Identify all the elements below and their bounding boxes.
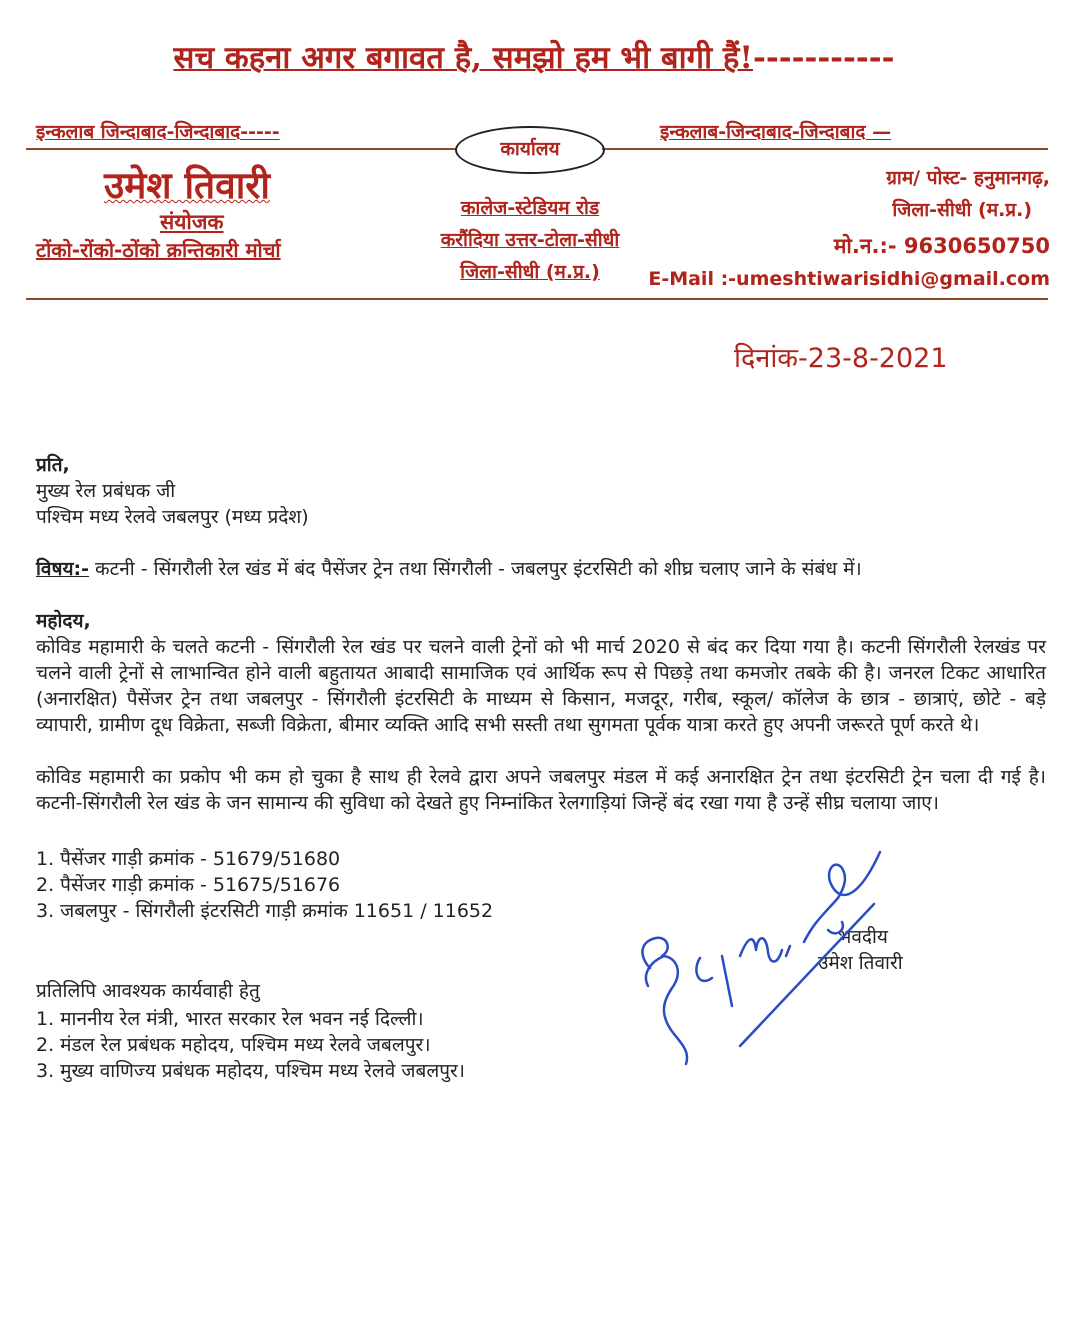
subject-line <box>36 556 1046 582</box>
copy-to-title: प्रतिलिपि आवश्यक कार्यवाही हेतु <box>36 980 260 1002</box>
motto-dashes: ----------- <box>752 40 895 76</box>
train-list-item: 3. जबलपुर - सिंगरौली इंटरसिटी गाड़ी क्रमांक 11651 / 11652 <box>36 900 494 922</box>
sender-designation: संयोजक <box>160 210 224 234</box>
body-paragraph-1: कोविड महामारी के चलते कटनी - सिंगरौली रेल खंड पर चलने वाली ट्रेनों को भी मार्च 2020 से बंद कर दिया गया है। कटनी सिंगरौली रेलखंड पर चलने वाली ट्रेनों से लाभान्वित होने वाली बहुतायत आबादी सामाजिक एवं आर्थिक रूप से पिछड़े तथा कमजोर तबके की है। जनरल टिकट आधारित (अनारक्षित) पैसेंजर ट्रेन तथा जबलपुर - सिंगरौली इंटरसिटी के माध्यम से किसान, मजदूर, गरीब, स्कूल/ कॉलेज के छात्र - छात्राएं, छोटे - बड़े व्यापारी, ग्रामीण दूध विक्रेता, सब्जी विक्रेता, बीमार व्यक्ति आदि सभी सस्ती तथा सुगमता पूर्वक यात्रा करते हुए अपनी जरूरते पूर्ण करते थे। <box>36 636 1046 736</box>
contact-village: ग्राम/ पोस्ट- हनुमानगढ़, <box>886 167 1050 189</box>
body-paragraph-2: कोविड महामारी का प्रकोप भी कम हो चुका है साथ ही रेलवे द्वारा अपने जबलपुर मंडल में कई अनारक्षित ट्रेन तथा इंटरसिटी ट्रेन चला दी गई है। कटनी-सिंगरौली रेल खंड के जन सामान्य की सुविधा को देखते हुए निम्नांकित रेलगाड़ियां जिन्हें बंद रखा गया है उन्हें सीघ्र चलाया जाए। <box>36 766 1046 814</box>
recipient-line-2: पश्चिम मध्य रेलवे जबलपुर (मध्य प्रदेश) <box>36 506 309 528</box>
copy-to-item: 3. मुख्य वाणिज्य प्रबंधक महोदय, पश्चिम मध्य रेलवे जबलपुर। <box>36 1060 465 1082</box>
train-list-item: 2. पैसेंजर गाड़ी क्रमांक - 51675/51676 <box>36 874 341 896</box>
recipient-line-1: मुख्य रेल प्रबंधक जी <box>36 480 176 502</box>
contact-email: E-Mail :-umeshtiwarisidhi@gmail.com <box>648 268 1050 290</box>
slogan-right: इन्कलाब-जिन्दाबाद-जिन्दाबाद — <box>660 121 892 143</box>
header-rule-bottom <box>26 298 1048 300</box>
train-list-item: 1. पैसेंजर गाड़ी क्रमांक - 51679/51680 <box>36 848 341 870</box>
closing-bhavdiya: भवदीय <box>838 926 888 948</box>
office-address-line-2: करौंदिया उत्तर-टोला-सीधी <box>440 229 620 251</box>
header-rule-right <box>602 148 1048 150</box>
copy-to-item: 2. मंडल रेल प्रबंधक महोदय, पश्चिम मध्य रेलवे जबलपुर। <box>36 1034 431 1056</box>
handwritten-signature <box>628 838 888 1068</box>
office-label: कार्यालय <box>455 126 605 174</box>
recipient-prati: प्रति, <box>36 454 70 476</box>
sender-name: उमेश तिवारी <box>104 163 270 207</box>
slogan-left: इन्कलाब जिन्दाबाद-जिन्दाबाद----- <box>36 121 280 143</box>
salutation: महोदय, <box>36 610 91 632</box>
motto-heading <box>0 36 1068 78</box>
closing-name: उमेश तिवारी <box>818 952 903 974</box>
office-address-line-3: जिला-सीधी (म.प्र.) <box>460 261 600 283</box>
office-address-line-1: कालेज-स्टेडियम रोड <box>460 197 600 219</box>
subject-text: कटनी - सिंगरौली रेल खंड में बंद पैसेंजर ट्रेन तथा सिंगरौली - जबलपुर इंटरसिटी को शीघ्र चलाए जाने के संबंध में। <box>88 558 862 580</box>
contact-mobile: मो.न.:- 9630650750 <box>833 234 1050 258</box>
contact-district: जिला-सीधी (म.प्र.) <box>892 199 1032 221</box>
header-rule-left <box>26 148 456 150</box>
subject-label: विषय:- <box>36 558 89 580</box>
motto-text: सच कहना अगर बगावत है, समझो हम भी बागी हैं! <box>173 40 753 76</box>
copy-to-item: 1. माननीय रेल मंत्री, भारत सरकार रेल भवन नई दिल्ली। <box>36 1008 424 1030</box>
sender-organization: टोंको-रोंको-ठोंको क्रन्तिकारी मोर्चा <box>36 238 281 262</box>
letter-date: दिनांक-23-8-2021 <box>734 343 948 374</box>
